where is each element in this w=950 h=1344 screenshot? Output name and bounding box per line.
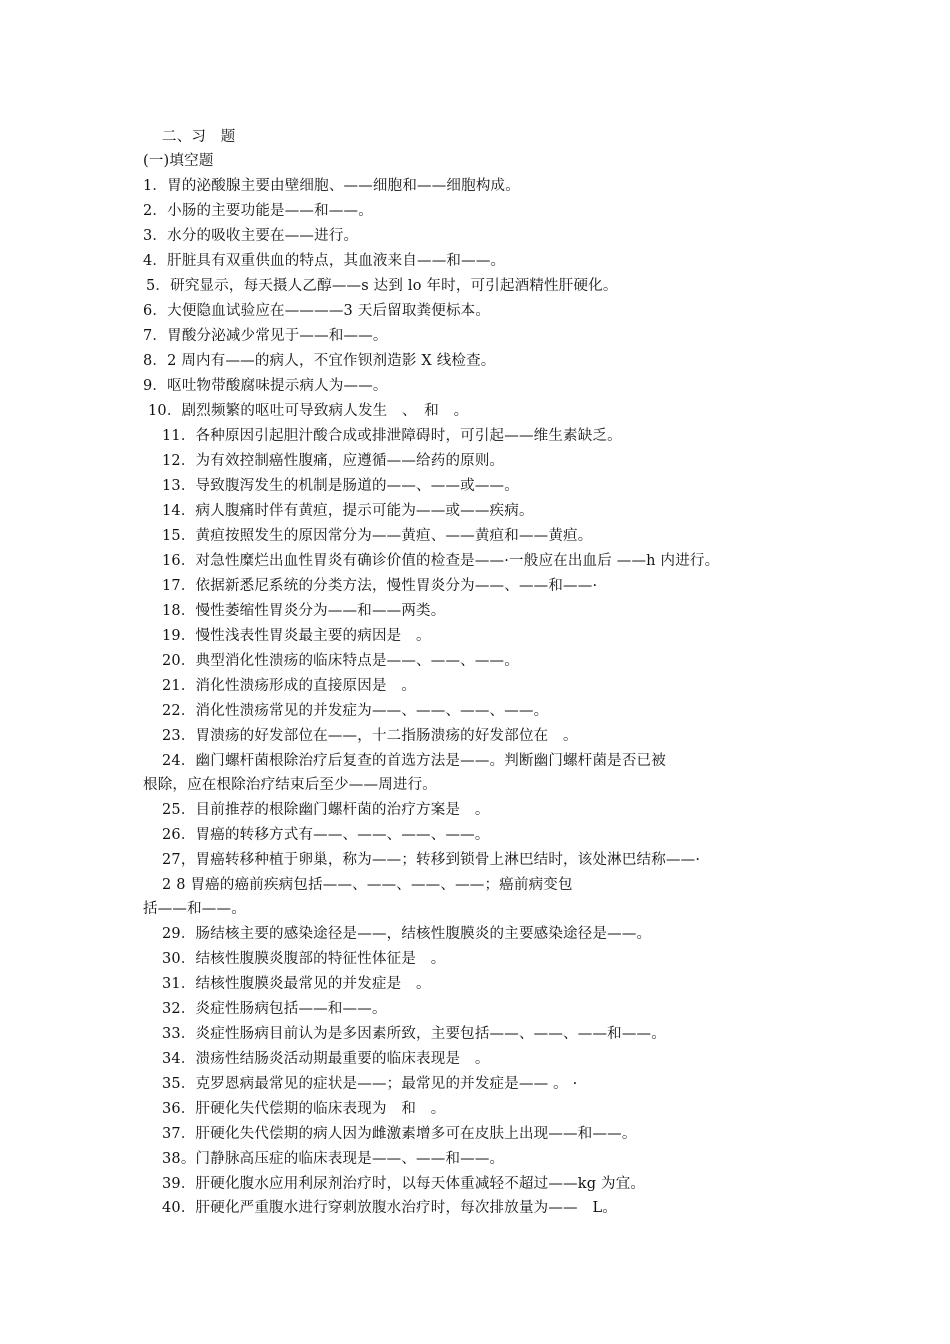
question-39: 39．肝硬化腹水应用利尿剂治疗时，以每天体重减轻不超过——kg 为宜。 [162, 1176, 646, 1192]
question-37: 37．肝硬化失代偿期的病人因为雌激素增多可在皮肤上出现——和——。 [162, 1126, 637, 1142]
question-36: 36．肝硬化失代偿期的临床表现为 和 。 [162, 1101, 446, 1117]
question-28: 2 8 胃癌的癌前疾病包括——、——、——、——；癌前病变包 [162, 877, 573, 893]
question-3: 3．水分的吸收主要在——进行。 [143, 228, 359, 244]
question-38: 38。门静脉高压症的临床表现是——、——和——。 [162, 1151, 505, 1167]
question-24-continued: 根除，应在根除治疗结束后至少——周进行。 [143, 777, 437, 793]
question-16: 16．对急性糜烂出血性胃炎有确诊价值的检查是——·一般应在出血后 ——h 内进行。 [162, 553, 720, 569]
question-34: 34．溃疡性结肠炎活动期最重要的临床表现是 。 [162, 1051, 490, 1067]
question-9: 9．呕吐物带酸腐味提示病人为——。 [143, 378, 388, 394]
question-17: 17．依据新悉尼系统的分类方法，慢性胃炎分为——、——和——· [162, 578, 598, 594]
question-24: 24．幽门螺杆菌根除治疗后复查的首选方法是——。判断幽门螺杆菌是否已被 [162, 753, 666, 769]
question-1: 1．胃的泌酸腺主要由壁细胞、——细胞和——细胞构成。 [143, 178, 520, 194]
question-7: 7．胃酸分泌减少常见于——和——。 [143, 328, 388, 344]
exercise-heading: 二、习 题 [162, 129, 236, 145]
section-title: (一)填空题 [143, 153, 214, 169]
question-21: 21．消化性溃疡形成的直接原因是 。 [162, 678, 417, 694]
question-33: 33．炎症性肠病目前认为是多因素所致，主要包括——、——、——和——。 [162, 1026, 666, 1042]
question-20: 20．典型消化性溃疡的临床特点是——、——、——。 [162, 653, 519, 669]
question-6: 6．大便隐血试验应在————3 天后留取粪便标本。 [143, 303, 491, 319]
question-35: 35．克罗恩病最常见的症状是——；最常见的并发症是—— 。 · [162, 1076, 578, 1092]
question-28-continued: 括——和——。 [143, 901, 246, 917]
question-12: 12．为有效控制癌性腹痛，应遵循——给药的原则。 [162, 453, 505, 469]
question-4: 4．肝脏具有双重供血的特点，其血液来自——和——。 [143, 253, 506, 269]
question-19: 19．慢性浅表性胃炎最主要的病因是 。 [162, 628, 431, 644]
question-8: 8．2 周内有——的病人，不宜作钡剂造影 X 线检查。 [143, 353, 496, 369]
question-18: 18．慢性萎缩性胃炎分为——和——两类。 [162, 603, 446, 619]
question-31: 31．结核性腹膜炎最常见的并发症是 。 [162, 976, 431, 992]
question-29: 29．肠结核主要的感染途径是——，结核性腹膜炎的主要感染途径是——。 [162, 926, 652, 942]
question-30: 30．结核性腹膜炎腹部的特征性体征是 。 [162, 951, 446, 967]
question-2: 2．小肠的主要功能是——和——。 [143, 203, 373, 219]
question-23: 23．胃溃疡的好发部位在——，十二指肠溃疡的好发部位在 。 [162, 728, 578, 744]
question-13: 13．导致腹泻发生的机制是肠道的——、——或——。 [162, 478, 519, 494]
question-26: 26．胃癌的转移方式有——、——、——、——。 [162, 827, 490, 843]
question-14: 14．病人腹痛时伴有黄疸，提示可能为——或——疾病。 [162, 503, 534, 519]
question-32: 32．炎症性肠病包括——和——。 [162, 1001, 387, 1017]
question-11: 11．各种原因引起胆汁酸合成或排泄障碍时，可引起——维生素缺乏。 [162, 428, 622, 444]
question-5: 5．研究显示，每天摄人乙醇——s 达到 lo 年时，可引起酒精性肝硬化。 [146, 278, 618, 294]
question-27: 27，胃癌转移种植于卵巢，称为——；转移到锁骨上淋巴结时，该处淋巴结称——· [162, 852, 701, 868]
question-10: 10．剧烈频繁的呕吐可导致病人发生 、 和 。 [148, 403, 469, 419]
question-22: 22．消化性溃疡常见的并发症为——、——、——、——。 [162, 703, 549, 719]
question-40: 40．肝硬化严重腹水进行穿刺放腹水治疗时，每次排放量为—— L。 [162, 1200, 617, 1216]
question-15: 15．黄疸按照发生的原因常分为——黄疸、——黄疸和——黄疸。 [162, 528, 593, 544]
question-25: 25．目前推荐的根除幽门螺杆菌的治疗方案是 。 [162, 802, 490, 818]
